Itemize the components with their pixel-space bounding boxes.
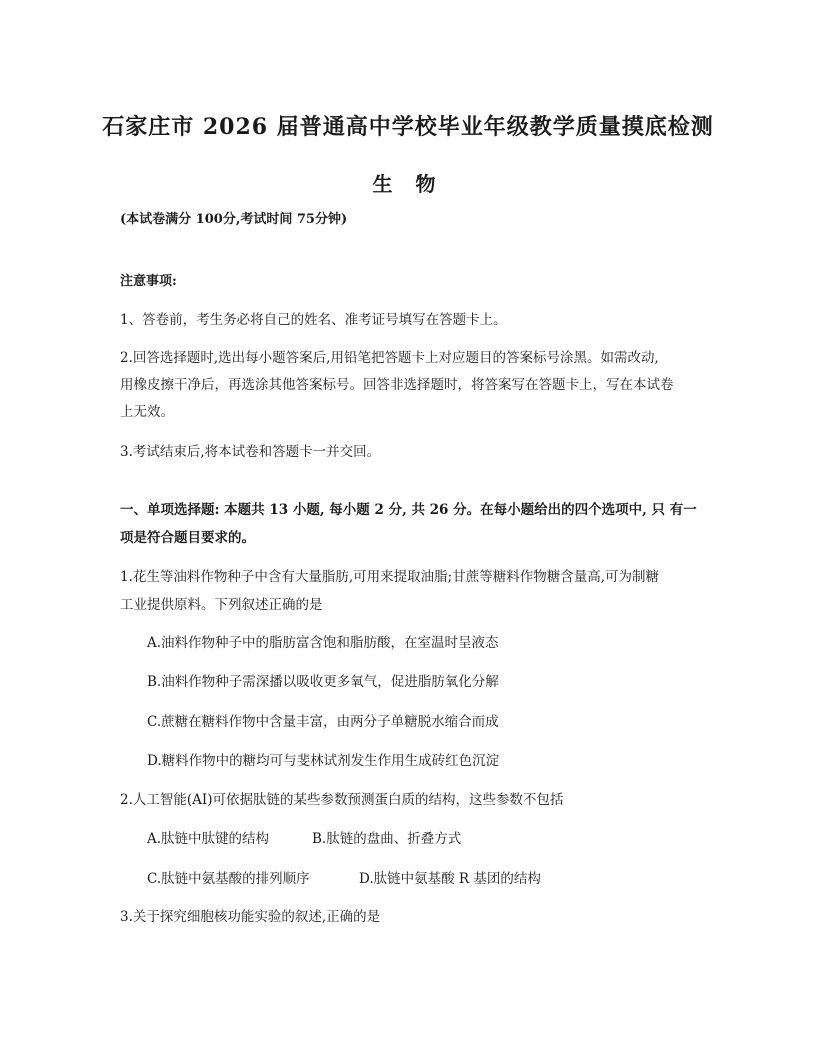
question-1-option-d: D.糖料作物中的糖均可与斐林试剂发生作用生成砖红色沉淀 [147,753,500,769]
section-1-heading-line-1: 一、单项选择题: 本题共 13 小题, 每小题 2 分, 共 26 分。在每小题给出的四个选项中, 只 有一 [120,502,697,518]
question-1-option-a: A.油料作物种子中的脂肪富含饱和脂肪酸，在室温时呈液态 [147,635,499,651]
exam-title: 石家庄市 2026 届普通高中学校毕业年级教学质量摸底检测 [102,114,714,140]
question-2-option-b: B.肽链的盘曲、折叠方式 [312,831,462,847]
notice-item-1: 1、答卷前，考生务必将自己的姓名、准考证号填写在答题卡上。 [120,312,507,328]
notice-item-2-line-1: 2.回答选择题时,选出每小题答案后,用铅笔把答题卡上对应题目的答案标号涂黑。如需改动, [120,350,659,366]
question-2-option-c: C.肽链中氨基酸的排列顺序 [147,871,310,887]
question-2-stem: 2.人工智能(AI)可依据肽链的某些参数预测蛋白质的结构，这些参数不包括 [120,792,564,808]
question-1-option-b: B.油料作物种子需深播以吸收更多氧气，促进脂肪氧化分解 [147,674,499,690]
question-2-option-d: D.肽链中氨基酸 R 基团的结构 [359,871,541,887]
notice-item-2-line-3: 上无效。 [120,404,174,420]
notice-heading: 注意事项: [120,274,177,289]
subject-title: 生 物 [372,172,444,196]
question-1-stem-line-1: 1.花生等油料作物种子中含有大量脂肪,可用来提取油脂;甘蔗等糖料作物糖含量高,可为制糖 [120,569,660,585]
question-1-option-c: C.蔗糖在糖料作物中含量丰富，由两分子单糖脱水缩合而成 [147,714,499,730]
exam-note: (本试卷满分 100分,考试时间 75分钟) [120,212,348,227]
question-3-stem: 3.关于探究细胞核功能实验的叙述,正确的是 [120,909,381,925]
question-1-stem-line-2: 工业提供原料。下列叙述正确的是 [120,597,323,613]
notice-item-3: 3.考试结束后,将本试卷和答题卡一并交回。 [120,444,381,460]
notice-item-2-line-2: 用橡皮擦干净后，再选涂其他答案标号。回答非选择题时，将答案写在答题卡上，写在本试卷 [120,377,674,393]
section-1-heading-line-2: 项是符合题目要求的。 [120,530,255,546]
question-2-option-a: A.肽链中肽键的结构 [147,831,270,847]
